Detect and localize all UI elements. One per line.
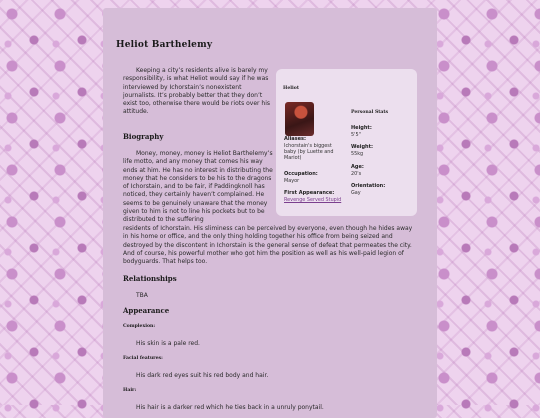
aliases-value: Ichorstain's biggest baby (by Luette and Mariot) xyxy=(284,143,334,162)
hair-text: His hair is a darker red which he ties back in a unruly ponytail. xyxy=(136,404,324,411)
age-label: Age: xyxy=(351,164,364,170)
occupation-value: Mayor xyxy=(284,178,300,184)
intro-paragraph: Keeping a city’s residents alive is barely my responsibility, is what Heliot would say if he was interviewed by Ichorstain’s nonexistent journalists. It’s probably better that they don’t exist too, otherwise there would be riots over his attitude. xyxy=(123,67,271,116)
aliases-label: Aliases: xyxy=(284,136,307,142)
orientation-label: Orientation: xyxy=(351,183,386,189)
appearance-heading: Appearance xyxy=(123,306,170,315)
facial-features-label: Facial features: xyxy=(123,356,163,361)
content-panel xyxy=(103,8,437,418)
first-appearance-link[interactable]: Revenge Served Stupid xyxy=(284,197,342,203)
character-portrait xyxy=(285,102,314,136)
relationships-heading: Relationships xyxy=(123,274,177,283)
complexion-label: Complexion: xyxy=(123,324,156,329)
orientation-value: Gay xyxy=(351,190,361,196)
biography-paragraph: Money, money, money is Heliot Barthelemy’s life motto, and any money that comes his way ends at him. He has no interest in distributing the money that he considers to be his to the dragons of Ichorstain, and to be fair, if Paddingknoll has noticed, they certainly haven’t complained. He seems to be genuinely unaware that the money given to him is not to line his pockets but to be distributed to the suffering xyxy=(123,150,273,224)
complexion-text: His skin is a pale red. xyxy=(136,340,200,347)
facial-features-text: His dark red eyes suit his red body and hair. xyxy=(136,372,269,379)
character-infobox xyxy=(276,69,417,216)
height-value: 5'5" xyxy=(351,132,361,138)
personal-stats-title: Personal Stats xyxy=(351,110,389,115)
height-label: Height: xyxy=(351,125,372,131)
occupation-label: Occupation: xyxy=(284,171,318,177)
page-title: Heliot Barthelemy xyxy=(116,40,213,50)
age-value: 20's xyxy=(351,171,362,177)
hair-label: Hair: xyxy=(123,388,137,393)
relationships-text: TBA xyxy=(136,292,148,299)
weight-value: 55kg xyxy=(351,151,364,157)
infobox-name: Heliot xyxy=(283,86,299,91)
weight-label: Weight: xyxy=(351,144,373,150)
biography-paragraph-continued: residents of Ichorstain. His sliminess can be perceived by everyone, even though he hides away in his home or office, and the only thing holding together his office from being seized and destroyed by the discontent in Ichorstain is the general sense of defeat that permeates the city. And of course, his powerful mother who got him the position as well as his well-paid legion of bodyguards. That helps too. xyxy=(123,225,413,266)
biography-heading: Biography xyxy=(123,132,164,141)
first-appearance-label: First Appearance: xyxy=(284,190,335,196)
